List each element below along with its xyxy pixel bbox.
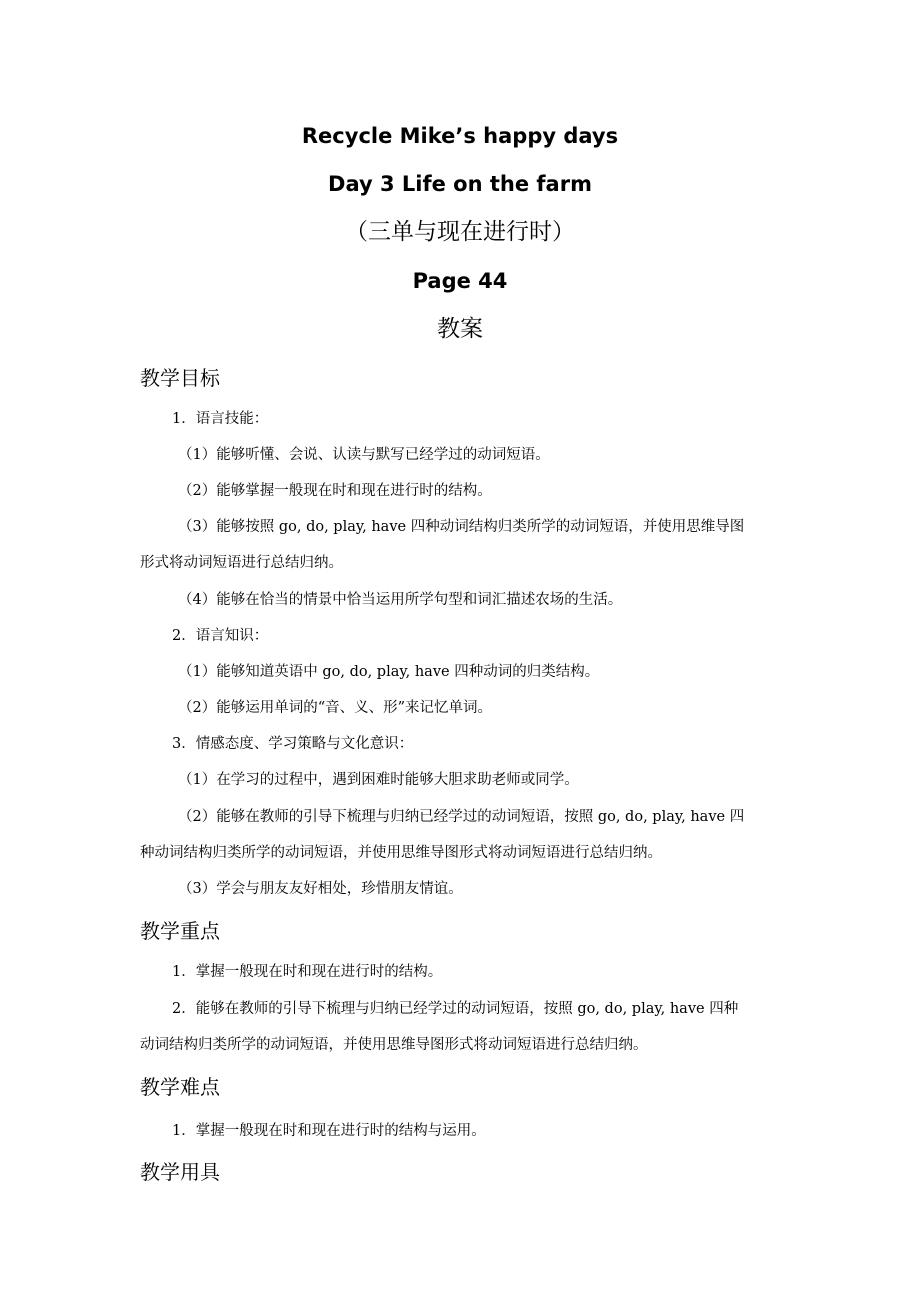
objective-line: （1）能够知道英语中 go, do, play, have 四种动词的归类结构。: [178, 664, 600, 680]
key-point-line: 1．掌握一般现在时和现在进行时的结构。: [172, 964, 443, 980]
objective-line: 形式将动词短语进行总结归纳。: [140, 555, 343, 571]
objective-line: （2）能够运用单词的“音、义、形”来记忆单词。: [178, 700, 493, 716]
title-page-number: Page 44: [412, 269, 508, 293]
objective-line: （1）能够听懂、会说、认读与默写已经学过的动词短语。: [178, 447, 550, 463]
heading-tools: 教学用具: [140, 1160, 220, 1184]
heading-difficulties: 教学难点: [140, 1075, 220, 1099]
objective-line: 2．语言知识：: [172, 628, 269, 644]
objective-line: 1．语言技能：: [172, 411, 269, 427]
objective-line: （3）能够按照 go, do, play, have 四种动词结构归类所学的动词短语，并使用思维导图: [178, 519, 745, 535]
title-recycle: Recycle Mike’s happy days: [301, 124, 619, 148]
title-lesson-plan: 教案: [437, 316, 483, 342]
objective-line: （3）学会与朋友友好相处，珍惜朋友情谊。: [178, 881, 463, 897]
objective-line: （4）能够在恰当的情景中恰当运用所学句型和词汇描述农场的生活。: [178, 592, 623, 608]
title-day3: Day 3 Life on the farm: [328, 172, 592, 196]
key-point-line: 2．能够在教师的引导下梳理与归纳已经学过的动词短语，按照 go, do, play, have 四种: [172, 1001, 739, 1017]
difficulty-line: 1．掌握一般现在时和现在进行时的结构与运用。: [172, 1123, 486, 1139]
objective-line: （1）在学习的过程中，遇到困难时能够大胆求助老师或同学。: [178, 772, 579, 788]
objective-line: 3．情感态度、学习策略与文化意识：: [172, 736, 414, 752]
objective-line: （2）能够掌握一般现在时和现在进行时的结构。: [178, 483, 492, 499]
heading-key-points: 教学重点: [140, 919, 220, 943]
heading-objectives: 教学目标: [140, 366, 220, 390]
title-subtitle-cn: （三单与现在进行时）: [345, 219, 575, 245]
objective-line: （2）能够在教师的引导下梳理与归纳已经学过的动词短语，按照 go, do, play, have 四: [178, 809, 745, 825]
objective-line: 种动词结构归类所学的动词短语，并使用思维导图形式将动词短语进行总结归纳。: [140, 845, 662, 861]
key-point-line: 动词结构归类所学的动词短语，并使用思维导图形式将动词短语进行总结归纳。: [140, 1037, 648, 1053]
